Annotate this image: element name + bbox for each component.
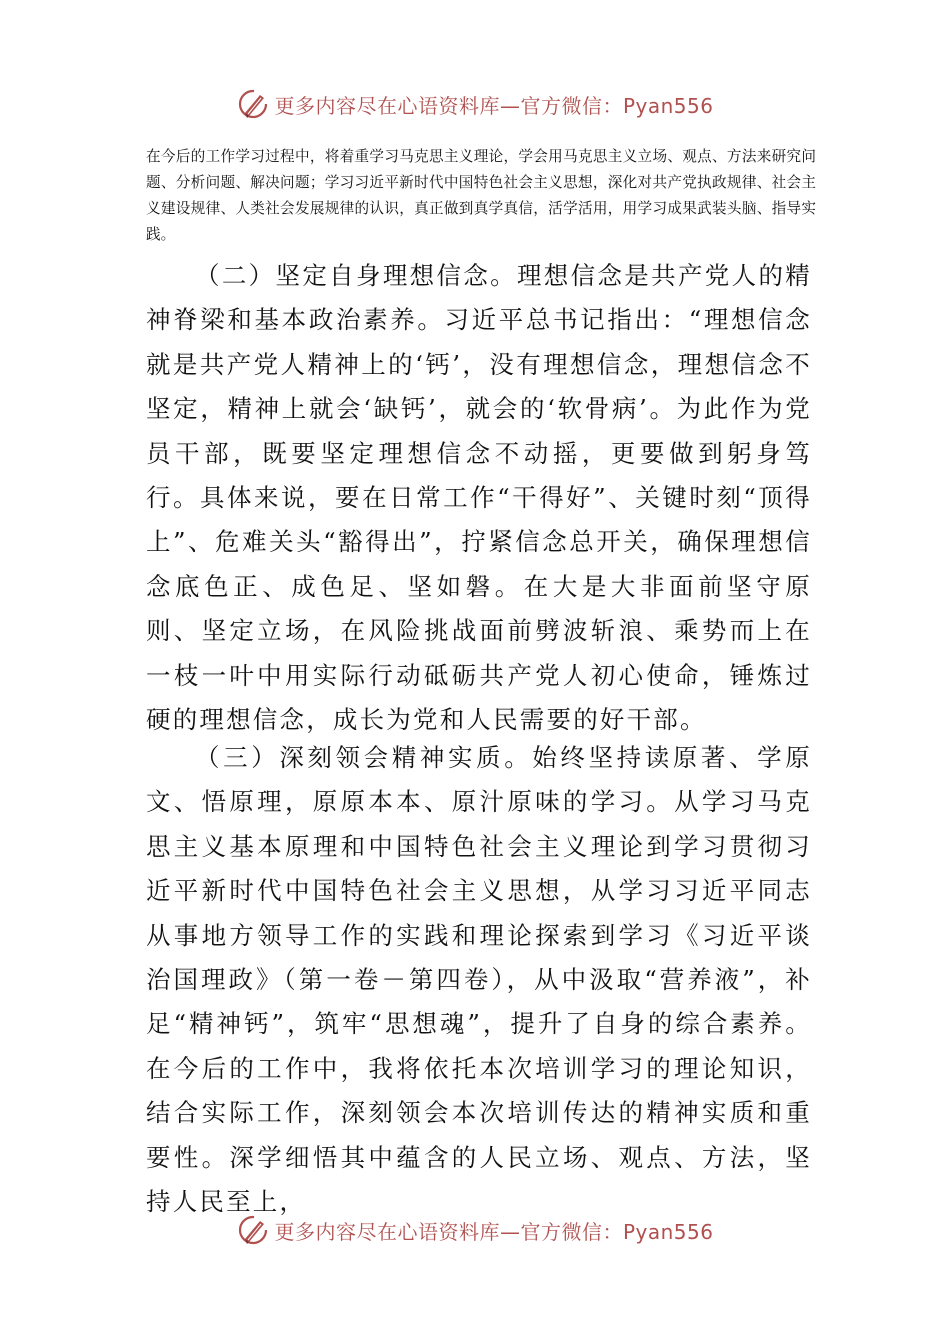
header-watermark-banner bbox=[0, 86, 950, 122]
intro-paragraph: 在今后的工作学习过程中，将着重学习马克思主义理论，学会用马克思主义立场、观点、方法来研究问题、分析问题、解决问题；学习习近平新时代中国特色社会主义思想，深化对共产党执政规律、社会主义建设规律、人类社会发展规律的认识，真正做到真学真信，活学活用，用学习成果武装头脑、指导实践。 bbox=[146, 148, 816, 243]
footer-banner-text: 更多内容尽在心语资料库—官方微信：Pyan556 bbox=[274, 1219, 714, 1244]
pen-nib-logo-icon bbox=[236, 87, 270, 121]
header-banner-text: 更多内容尽在心语资料库—官方微信：Pyan556 bbox=[274, 93, 714, 118]
section-two-paragraph: （二）坚定自身理想信念。理想信念是共产党人的精神脊梁和基本政治素养。习近平总书记指出：“理想信念就是共产党人精神上的‘钙’，没有理想信念，理想信念不坚定，精神上就会‘缺钙’，就会的‘软骨病’。为此作为党员干部，既要坚定理想信念不动摇，更要做到躬身笃行。具体来说，要在日常工作“干得好”、关键时刻“顶得上”、危难关头“豁得出”，拧紧信念总开关，确保理想信念底色正、成色足、坚如磐。在大是大非面前坚守原则、坚定立场，在风险挑战面前劈波斩浪、乘势而上在一枝一叶中用实际行动砥砺共产党人初心使命，锤炼过硬的理想信念，成长为党和人民需要的好干部。 bbox=[146, 261, 812, 735]
section-three-paragraph: （三）深刻领会精神实质。始终坚持读原著、学原文、悟原理，原原本本、原汁原味的学习。从学习马克思主义基本原理和中国特色社会主义理论到学习贯彻习近平新时代中国特色社会主义思想，从学习习近平同志从事地方领导工作的实践和理论探索到学习《习近平谈治国理政》（第一卷－第四卷），从中汲取“营养液”，补足“精神钙”，筑牢“思想魂”，提升了自身的综合素养。在今后的工作中，我将依托本次培训学习的理论知识，结合实际工作，深刻领会本次培训传达的精神实质和重要性。深学细悟其中蕴含的人民立场、观点、方法，坚持人民至上， bbox=[146, 743, 812, 1217]
pen-nib-logo-icon bbox=[236, 1213, 270, 1247]
footer-watermark-banner bbox=[0, 1212, 950, 1248]
